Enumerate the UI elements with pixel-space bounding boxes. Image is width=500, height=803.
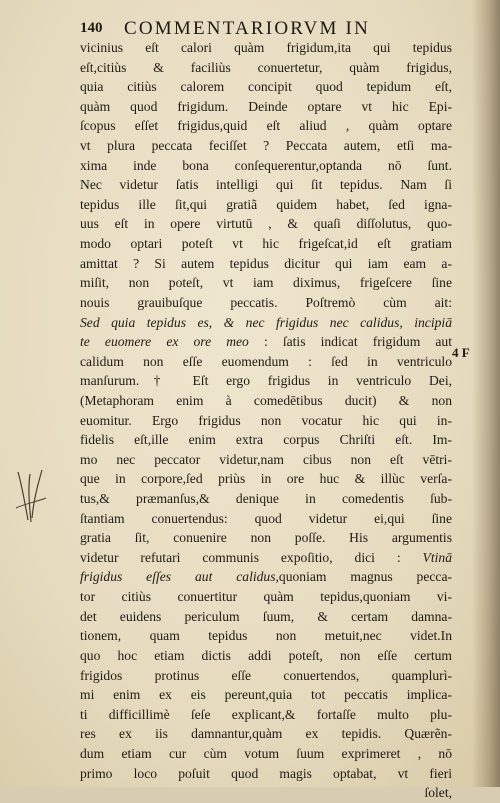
page-gutter-shadow bbox=[472, 0, 500, 787]
line-text: (Metaphoram enim à comedētibus ducit) & non bbox=[80, 392, 452, 408]
line-text: nouis grauibuſque peccatis. Poſtremò cùm ait: bbox=[80, 294, 452, 310]
text-line bbox=[80, 77, 452, 97]
text-line bbox=[80, 195, 452, 215]
text-line bbox=[80, 724, 452, 744]
text-line bbox=[80, 58, 452, 78]
text-line bbox=[80, 136, 452, 156]
text-line bbox=[80, 548, 452, 568]
page-number: 140 bbox=[80, 20, 103, 36]
text-line bbox=[80, 607, 452, 627]
text-line bbox=[80, 38, 452, 58]
line-text: calidum non eſſe euomendum : ſed in ventriculo bbox=[80, 353, 452, 369]
line-text: mi enim ex eis pereunt,quia tot peccatis implica- bbox=[80, 687, 452, 703]
line-text: mo nec peccator videtur,nam cibus non eſt vētri- bbox=[80, 451, 452, 467]
line-text: eſt,citiùs & faciliùs conuertetur, quàm frigidus, bbox=[80, 59, 452, 75]
text-line bbox=[80, 450, 452, 470]
line-text: modo optari poteſt vt hic frigeſcat,id eſt gratiam bbox=[80, 236, 452, 252]
line-text: fidelis eſt,ille enim extra corpus Chriſti eſt. Im- bbox=[80, 432, 452, 448]
text-line bbox=[80, 116, 452, 136]
line-text: ſcopus eſſet frigidus,quid eſt aliud , quàm optare bbox=[80, 118, 452, 134]
text-line bbox=[80, 254, 452, 274]
text-line bbox=[80, 705, 452, 725]
text-line bbox=[80, 666, 452, 686]
line-text: vt plura peccata feciſſet ? Peccata autem, etſi ma- bbox=[80, 138, 452, 154]
text-line bbox=[80, 509, 452, 529]
page-header bbox=[80, 18, 460, 40]
line-text: euomitur. Ergo frigidus non vocatur hic qui in- bbox=[80, 412, 452, 428]
line-text: frigidos protinus eſſe conuertendos, quamplurì- bbox=[80, 667, 452, 683]
line-text: que in corpore,ſed priùs in ore huc & illùc verſa- bbox=[80, 471, 452, 487]
line-text: det euidens periculum ſuum, & certam damna- bbox=[80, 608, 452, 624]
margin-note: 4 F bbox=[452, 345, 470, 360]
italic-quote: Vtinā bbox=[422, 549, 452, 565]
line-text: miſit, non poteſt, vt iam diximus, frigeſcere ſine bbox=[80, 275, 452, 291]
text-line bbox=[80, 175, 452, 195]
text-line bbox=[80, 332, 452, 352]
handwritten-doodle bbox=[12, 468, 52, 528]
line-text: videtur refutari communis expoſitio, dici : bbox=[80, 549, 423, 565]
line-text: tepidus ille ſit,qui gratiã quidem habet, ſed igna- bbox=[80, 196, 452, 212]
text-line bbox=[80, 489, 452, 509]
text-line bbox=[80, 97, 452, 117]
line-text: quàm quod frigidum. Deinde optare vt hic Epi- bbox=[80, 98, 452, 114]
text-line bbox=[80, 744, 452, 764]
text-line bbox=[80, 156, 452, 176]
line-text: vicinius eſt calori quàm frigidum,ita qui tepidus bbox=[80, 40, 452, 55]
line-text: tor citiùs conuertitur quàm tepidus,quoniam vi- bbox=[80, 589, 452, 605]
line-text: uus eſt in opere virtutū , & quaſi diſſolutus, quo- bbox=[80, 216, 452, 232]
line-text: Nec videtur ſatis intelligi qui ſit tepidus. Nam ſi bbox=[80, 177, 452, 193]
text-line bbox=[80, 646, 452, 666]
text-line bbox=[80, 685, 452, 705]
line-text: res ex iis damnantur,quàm ex tepidis. Quærẽn- bbox=[80, 726, 452, 742]
line-text: dum etiam cur cùm votum ſuum exprimeret , nō bbox=[80, 745, 452, 761]
text-line bbox=[80, 313, 452, 333]
italic-quote: Sed quia tepidus es, & nec frigidus nec calidus, incipiā bbox=[80, 314, 452, 330]
text-line bbox=[80, 469, 452, 489]
text-line bbox=[80, 764, 452, 784]
line-text: xima inde bona conſequerentur,optanda nō ſunt. bbox=[80, 157, 452, 173]
line-text: ti difficillimè ſeſe explicant,& fortaſſe multo plu- bbox=[80, 706, 452, 722]
text-line bbox=[80, 352, 452, 372]
text-line bbox=[80, 783, 452, 803]
line-text: ſolet, bbox=[424, 785, 452, 801]
line-text: manſurum.† Eſt ergo frigidus in ventriculo Dei, bbox=[80, 373, 452, 389]
text-line bbox=[80, 587, 452, 607]
line-text: quia citiùs calorem concipit quod tepidum eſt, bbox=[80, 79, 452, 95]
text-line bbox=[80, 411, 452, 431]
text-line bbox=[80, 293, 452, 313]
text-line bbox=[80, 391, 452, 411]
line-text: ,quoniam magnus pecca- bbox=[275, 569, 453, 585]
text-line bbox=[80, 214, 452, 234]
italic-quote: te euomere ex ore meo bbox=[80, 334, 249, 350]
running-head: COMMENTARIORVM IN bbox=[124, 18, 371, 39]
text-line bbox=[80, 234, 452, 254]
text-line bbox=[80, 273, 452, 293]
text-line bbox=[80, 626, 452, 646]
text-line bbox=[80, 528, 452, 548]
line-text: : ſatis indicat frigidum aut bbox=[248, 334, 452, 350]
line-text: ſtantiam conuertendus: quod videtur ei,qui ſine bbox=[80, 510, 452, 526]
line-text: gratia ſit, conuenire non poſſe. His argumentis bbox=[80, 530, 452, 546]
text-line bbox=[80, 371, 452, 391]
body-text bbox=[80, 38, 452, 803]
line-text: quo hoc etiam dictis addi poteſt, non eſſe certum bbox=[80, 647, 452, 663]
text-line bbox=[80, 430, 452, 450]
line-text: amittat ? Si autem tepidus dicitur qui iam eam a- bbox=[80, 255, 452, 271]
text-line bbox=[80, 567, 452, 587]
line-text: tionem, quam tepidus non metuit,nec videt.In bbox=[80, 628, 452, 644]
line-text: tus,& præmanſus,& denique in comedentis ſub- bbox=[80, 491, 452, 507]
line-text: primo loco poſuit quod magis optabat, vt fieri bbox=[80, 765, 452, 781]
italic-quote: frigidus eſſes aut calidus bbox=[80, 569, 276, 585]
